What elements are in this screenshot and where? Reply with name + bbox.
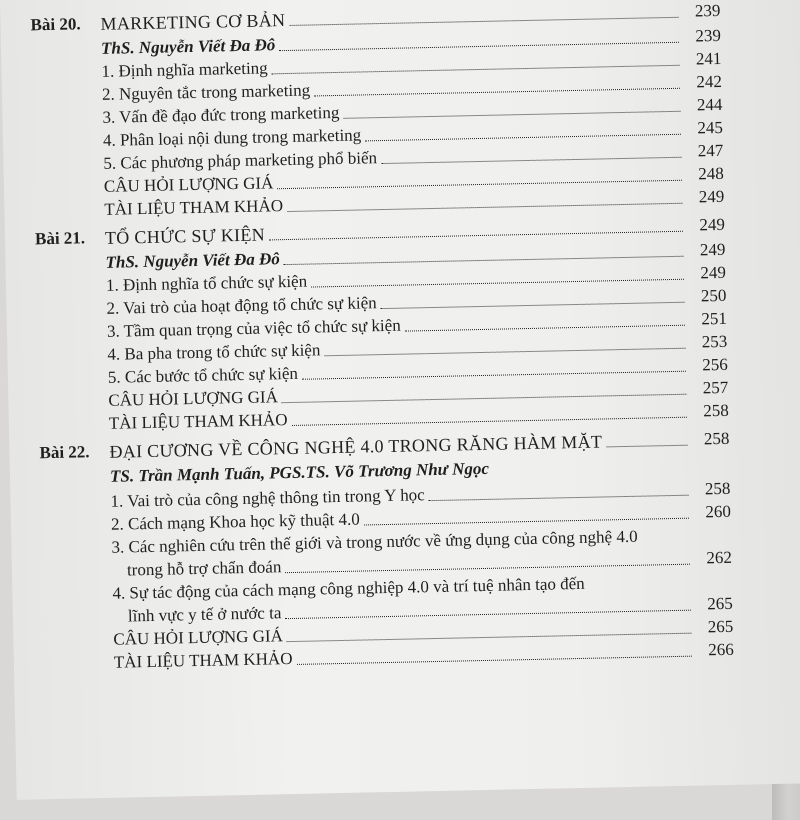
- entry-title: CÂU HỎI LƯỢNG GIÁ: [103, 173, 274, 196]
- entry-title: 5. Các bước tổ chức sự kiện: [107, 363, 299, 387]
- entry-title: 3. Tầm quan trọng của việc tổ chức sự kiện: [106, 315, 401, 341]
- page-number: 258: [703, 400, 729, 421]
- entry-title: 1. Vai trò của công nghệ thông tin trong Y học: [110, 485, 425, 511]
- entry-title: 4. Phân loại nội dung trong marketing: [102, 125, 362, 150]
- dot-leader: [287, 203, 682, 212]
- dot-leader: [297, 656, 692, 665]
- entry-title: CÂU HỎI LƯỢNG GIÁ: [113, 626, 284, 649]
- page-number: 249: [699, 214, 726, 235]
- entry-title: 2. Nguyên tắc trong marketing: [101, 80, 311, 104]
- chapter-number: Bài 22.: [39, 442, 90, 463]
- page-number: 265: [707, 616, 734, 637]
- chapter-title: ĐẠI CƯƠNG VỀ CÔNG NGHỆ 4.0 TRONG RĂNG HÀM MẶT: [109, 431, 603, 462]
- chapter-title: MARKETING CƠ BẢN: [100, 10, 286, 34]
- entry-title: 1. Định nghĩa tổ chức sự kiện: [105, 271, 308, 295]
- page-number: 258: [704, 478, 731, 499]
- entry-title: TÀI LIỆU THAM KHẢO: [113, 649, 293, 672]
- page-number: 239: [694, 0, 721, 21]
- author-name: TS. Trần Mạnh Tuấn, PGS.TS. Võ Trương Như Ngọc: [109, 458, 490, 486]
- page-number: 241: [695, 48, 722, 69]
- page-number: 239: [695, 25, 722, 46]
- page-number: 245: [697, 117, 724, 138]
- dot-leader: [292, 417, 687, 426]
- page-number: 253: [701, 331, 728, 352]
- page-number: 251: [701, 308, 728, 329]
- entry-title: TÀI LIỆU THAM KHẢO: [104, 196, 284, 219]
- page-number: 248: [698, 163, 724, 184]
- page-number: 266: [708, 639, 734, 660]
- page-number: 242: [696, 71, 723, 92]
- entry-title: 2. Vai trò của hoạt động tổ chức sự kiện: [106, 293, 377, 318]
- page-number: 257: [702, 377, 729, 398]
- entry-title: CÂU HỎI LƯỢNG GIÁ: [108, 387, 279, 410]
- page-number: 249: [698, 186, 725, 207]
- entry-title: 3. Vấn đề đạo đức trong marketing: [102, 102, 340, 127]
- entry-title: 2. Cách mạng Khoa học kỹ thuật 4.0: [110, 509, 360, 534]
- entry-title: lĩnh vực y tế ở nước ta: [127, 603, 282, 626]
- entry-title: 5. Các phương pháp marketing phổ biến: [103, 148, 378, 173]
- page-number: 260: [705, 501, 732, 522]
- page-number: 256: [702, 354, 728, 375]
- page-number: 265: [707, 593, 733, 614]
- author-name: ThS. Nguyễn Viết Đa Đô: [100, 35, 276, 58]
- chapter-number: Bài 21.: [34, 228, 86, 249]
- page-number: 244: [696, 94, 723, 115]
- dot-leader: [606, 445, 687, 448]
- entry-title: 3. Các nghiên cứu trên thế giới và trong nước về ứng dụng của công nghệ 4.0: [111, 526, 638, 557]
- entry-title: 4. Ba pha trong tổ chức sự kiện: [107, 340, 321, 364]
- entry-title: trong hỗ trợ chẩn đoán: [126, 557, 282, 580]
- entry-title: TÀI LIỆU THAM KHẢO: [108, 410, 288, 433]
- page-number: 247: [697, 140, 724, 161]
- page-number: 249: [700, 262, 727, 283]
- chapter-number: Bài 20.: [30, 14, 81, 35]
- chapter-title: TỔ CHỨC SỰ KIỆN: [104, 224, 266, 248]
- entry-title: 1. Định nghĩa marketing: [101, 58, 268, 81]
- page-number: 250: [700, 285, 727, 306]
- entry-title: 4. Sự tác động của cách mạng công nghiệp 4.0 và trí tuệ nhân tạo đến: [112, 573, 585, 603]
- author-name: ThS. Nguyễn Viết Đa Đô: [105, 249, 280, 272]
- page-number: 249: [699, 239, 726, 260]
- page-number: 258: [703, 428, 730, 449]
- page-number: 262: [706, 547, 733, 568]
